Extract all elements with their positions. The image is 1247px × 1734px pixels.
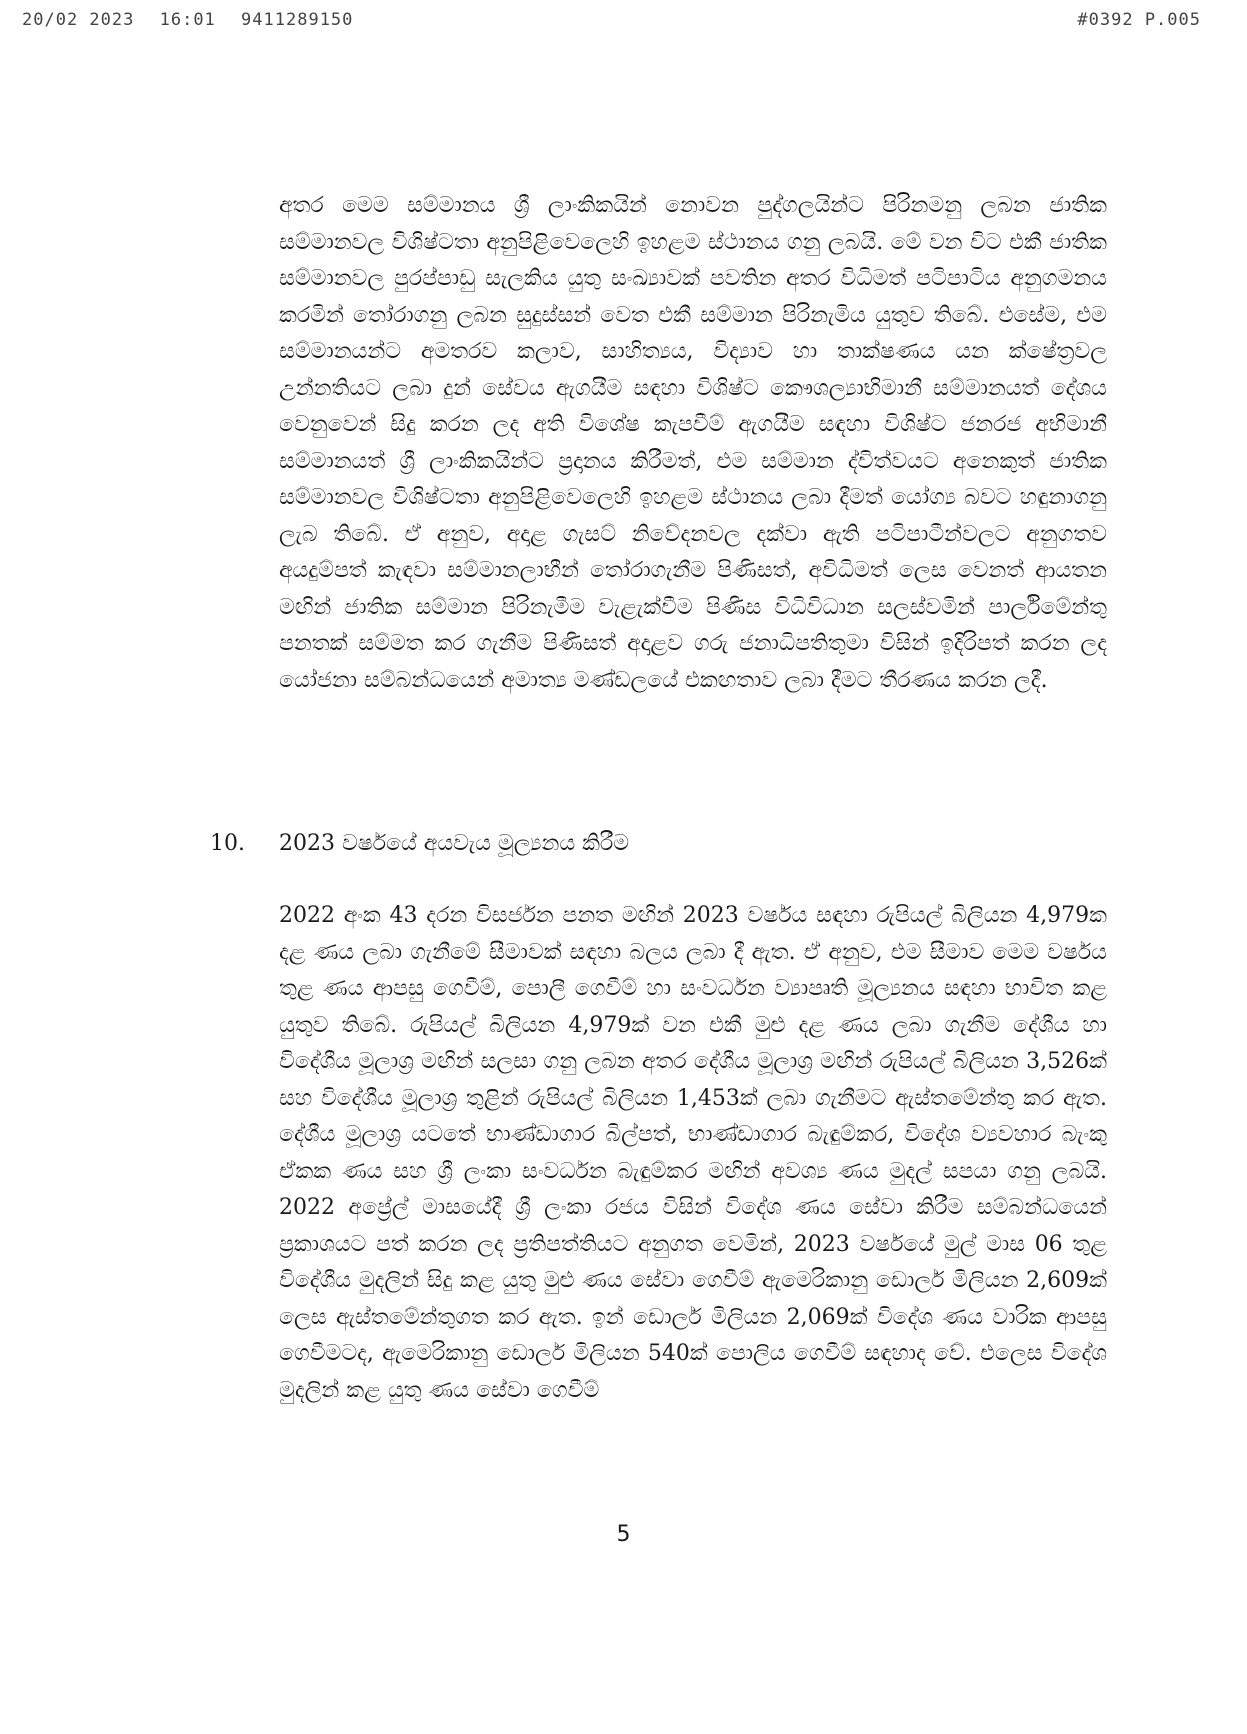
page-number: 5 [616, 1522, 631, 1547]
section-title: 2023 වර්ෂයේ අයවැය මූල්‍යනය කිරීම [279, 831, 630, 856]
section-number: 10. [210, 831, 245, 856]
fax-phone: 9411289150 [241, 10, 354, 30]
body-paragraph: 2022 අංක 43 දරන විසර්ජන පනත මඟින් 2023 වර්ෂය සඳහා රුපියල් බිලියන 4,979ක දළ ණය ලබා ගැනීමේ සීමාවක් සඳහා බලය ලබා දී ඇත. ඒ අනුව, එම සීමාව මෙම වර්ෂය තුළ ණය ආපසු ගෙවීම්, පොලී ගෙවීම් හා සංවර්ධන ව්‍යාපෘති මූල්‍යනය සඳහා භාවිත කළ යුතුව තිබේ. රුපියල් බිලියන 4,979ක් වන එකී මුළු දළ ණය ලබා ගැනීම දේශීය හා විදේශීය මූලාශ්‍ර මඟින් සලසා ගනු ලබන අතර දේශීය මූලාශ්‍ර මඟින් රුපියල් බිලියන 3,526ක් සහ විදේශීය මූලාශ්‍ර තුළින් රුපියල් බිලියන 1,453ක් ලබා ගැනීමට ඇස්තමේන්තු කර ඇත. දේශීය මූලාශ්‍ර යටතේ භාණ්ඩාගාර බිල්පත්, භාණ්ඩාගාර බැඳුම්කර, විදේශ ව්‍යවහාර බැංකු ඒකක ණය සහ ශ්‍රී ලංකා සංවර්ධන බැඳුම්කර මඟින් අවශ්‍ය ණය මුදල් සපයා ගනු ලබයි. 2022 අප්‍රේල් මාසයේදී ශ්‍රී ලංකා රජය විසින් විදේශ ණය සේවා කිරීම සම්බන්ධයෙන් ප්‍රකාශයට පත් කරන ලද ප්‍රතිපත්තියට අනුගත වෙමින්, 2023 වර්ෂයේ මුල් මාස 06 තුළ විදේශීය මුදලින් සිදු කළ යුතු මුළු ණය සේවා ගෙවීම් ඇමෙරිකානු ඩොලර් මිලියන 2,609ක් ලෙස ඇස්තමේන්තුගත කර ඇත. ඉන් ඩොලර් මිලියන 2,069ක් විදේශ ණය වාරික ආපසු ගෙවීමටද, ඇමෙරිකානු ඩොලර් මිලියන 540ක් පොලිය ගෙවීම් සඳහාද වේ. එලෙස විදේශ මුදලින් කළ යුතු ණය සේවා ගෙවීම් [279, 903, 1107, 1403]
fax-time: 16:01 [159, 10, 216, 30]
body-paragraph: අතර මෙම සම්මානය ශ්‍රී ලාංකිකයින් නොවන පුද්ගලයින්ට පිරිනමනු ලබන ජාතික සම්මානවල විශිෂ්ටතා අනුපිළිවෙලෙහි ඉහළම ස්ථානය ගනු ලබයි. මේ වන විට එකී ජාතික සම්මානවල පුරප්පාඩු සැලකිය යුතු සංඛ්‍යාවක් පවතින අතර විධිමත් පටිපාටිය අනුගමනය කරමින් තෝරාගනු ලබන සුදුස්සන් වෙත එකී සම්මාන පිරිනැමිය යුතුව තිබේ. එසේම, එම සම්මානයන්ට අමතරව කලාව, සාහිත්‍යය, විද්‍යාව හා තාක්ෂණය යන ක්ෂේත්‍රවල උන්නතියට ලබා දුන් සේවය ඇගයීම සඳහා විශිෂ්ට කෞශල්‍යාභිමානී සම්මානයත් දේශය වෙනුවෙන් සිදු කරන ලද අති විශේෂ කැපවීම් ඇගයීම සඳහා විශිෂ්ට ජනරජ අභිමානී සම්මානයත් ශ්‍රී ලාංකිකයින්ට ප්‍රදානය කිරීමත්, එම සම්මාන ද්විත්වයට අනෙකුත් ජාතික සම්මානවල විශිෂ්ටතා අනුපිළිවෙලෙහි ඉහළම ස්ථානය ලබා දීමත් යෝග්‍ය බවට හඳුනාගනු ලැබ තිබේ. ඒ අනුව, අදාළ ගැසට් නිවේදනවල දක්වා ඇති පටිපාටීන්වලට අනුගතව අයදුම්පත් කැඳවා සම්මානලාභීන් තෝරාගැනීම පිණිසත්, අවිධිමත් ලෙස වෙනත් ආයතන මඟින් ජාතික සම්මාන පිරිනැමීම වැළැක්වීම පිණිස විධිවිධාන සලස්වමින් පාර්ලිමේන්තු පනතක් සම්මත කර ගැනීම පිණිසත් අදාළව ගරු ජනාධිපතිතුමා විසින් ඉදිරිපත් කරන ලද යෝජනා සම්බන්ධයෙන් අමාත්‍ය මණ්ඩලයේ එකඟතාව ලබා දීමට තීරණය කරන ලදී. [279, 193, 1107, 693]
fax-header [22, 10, 1225, 36]
fax-page-ref: #0392 P.005 [1077, 10, 1201, 30]
fax-transmission-info [22, 10, 367, 30]
fax-date: 20/02 2023 [22, 10, 135, 30]
